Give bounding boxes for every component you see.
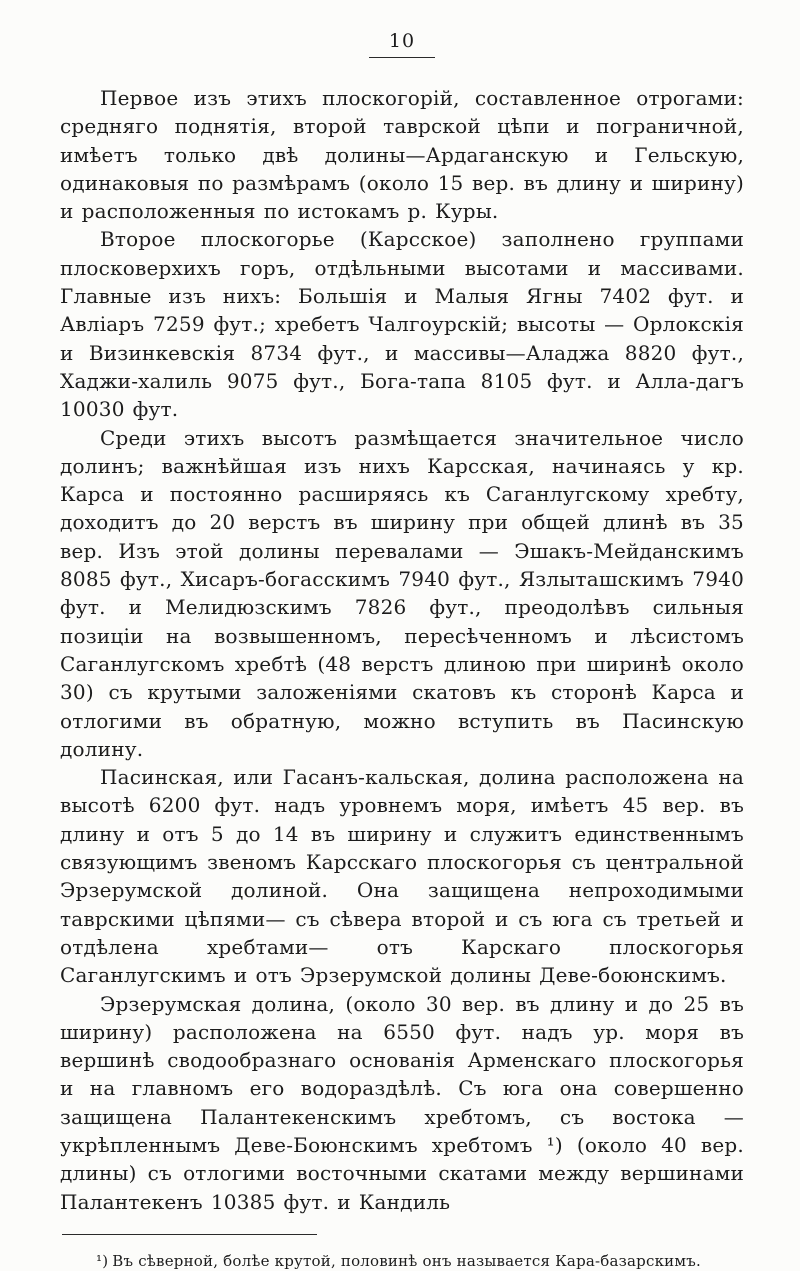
footnote-text: Въ сѣверной, болѣе крутой, половинѣ онъ называется Кара-базарскимъ. xyxy=(112,1251,701,1270)
page-header xyxy=(60,30,744,58)
paragraph-5: Эрзерумская долина, (около 30 вер. въ длину и до 25 въ ширину) расположена на 6550 фут. надъ ур. моря въ вершинѣ сводообразнаго основанія Арменскаго плоскогорья и на главномъ его водораздѣлѣ. Съ юга она совершенно защищена Палантекенскимъ хребтомъ, съ востока — укрѣпленнымъ Деве-Боюнскимъ хребтомъ ¹) (около 40 вер. длины) съ отлогими восточными скатами между вершинами Палантекенъ 10385 фут. и Кандиль xyxy=(60,991,744,1214)
paragraph-1: Первое изъ этихъ плоскогорій, составленное отрогами: средняго поднятія, второй таврской цѣпи и пограничной, имѣетъ только двѣ долины—Ардаганскую и Гельскую, одинаковыя по размѣрамъ (около 15 вер. въ длину и ширину) и расположенныя по истокамъ р. Куры. xyxy=(60,86,744,224)
page-number: 10 xyxy=(388,30,416,52)
body-text xyxy=(60,84,744,1216)
paragraph-2: Второе плоскогорье (Карсское) заполнено группами плосковерхихъ горъ, отдѣльными высотами и массивами. Главные изъ нихъ: Большія и Малыя Ягны 7402 фут. и Авліаръ 7259 фут.; хребетъ Чалгоурскій; высоты — Орлокскія и Визинкевскія 8734 фут., и массивы—Аладжа 8820 фут., Хаджи-халиль 9075 фут., Бога-тапа 8105 фут. и Алла-дагъ 10030 фут. xyxy=(60,227,744,422)
footnote-section xyxy=(60,1234,744,1271)
paragraph-3: Среди этихъ высотъ размѣщается значительное число долинъ; важнѣйшая изъ нихъ Карсская, начинаясь у кр. Карса и постоянно расширяясь къ Саганлугскому хребту, доходитъ до 20 верстъ въ ширину при общей длинѣ въ 35 вер. Изъ этой долины перевалами — Эшакъ-Мейданскимъ 8085 фут., Хисаръ-богасскимъ 7940 фут., Язлыташскимъ 7940 фут. и Мелидюзскимъ 7826 фут., преодолѣвъ сильныя позиціи на возвышенномъ, пересѣченномъ и лѣсистомъ Саганлугскомъ хребтѣ (48 верстъ длиною при ширинѣ около 30) съ крутыми заложеніями скатовъ къ сторонѣ Карса и отлогими въ обратную, можно вступить въ Пасинскую долину. xyxy=(60,425,744,761)
footnote-marker: ¹) xyxy=(96,1251,109,1270)
footnote xyxy=(60,1251,744,1271)
page-number-rule xyxy=(369,57,435,58)
footnote-rule xyxy=(62,1234,317,1235)
paragraph-4: Пасинская, или Гасанъ-кальская, долина расположена на высотѣ 6200 фут. надъ уровнемъ моря, имѣетъ 45 вер. въ длину и отъ 5 до 14 въ ширину и служитъ единственнымъ связующимъ звеномъ Карсскаго плоскогорья съ центральной Эрзерумской долиной. Она защищена непроходимыми таврскими цѣпями— съ сѣвера второй и съ юга съ третьей и отдѣлена хребтами— отъ Карскаго плоскогорья Саганлугскимъ и отъ Эрзерумской долины Деве-боюнскимъ. xyxy=(60,765,744,988)
